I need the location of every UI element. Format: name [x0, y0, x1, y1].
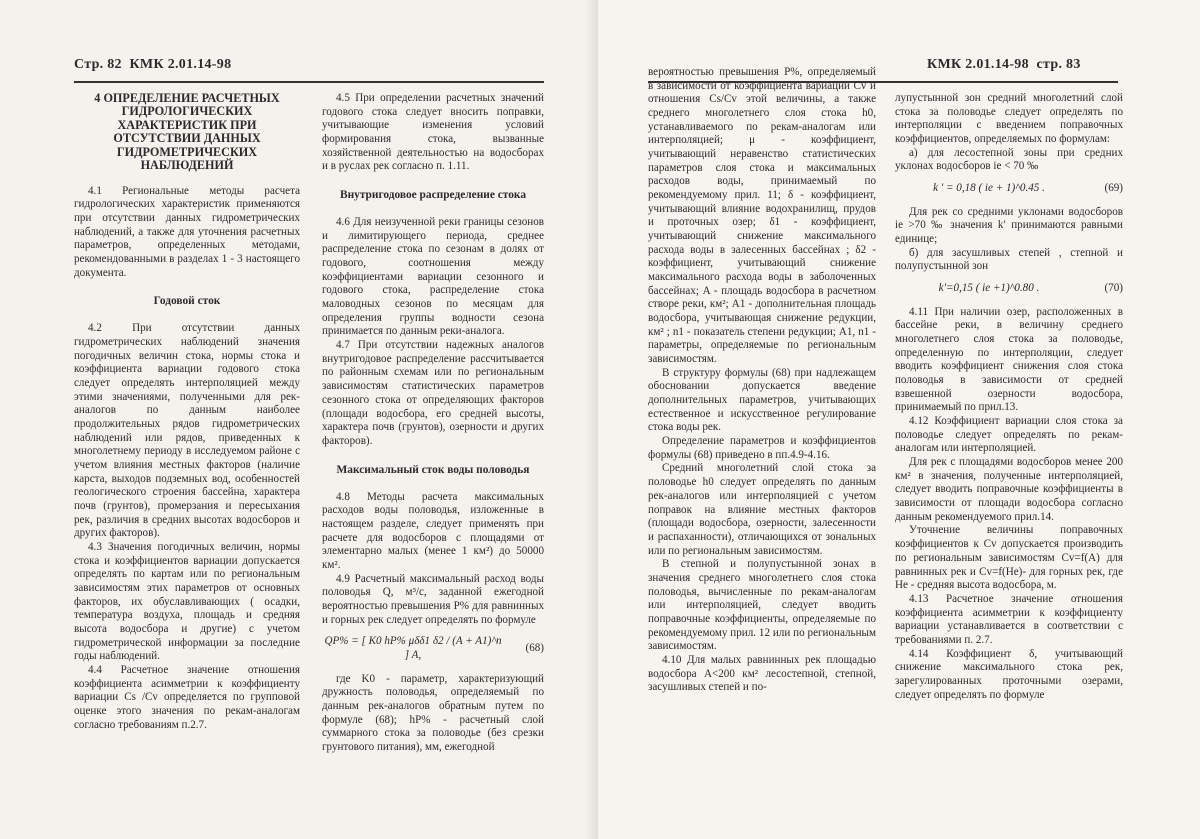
paragraph-parameters: Определение параметров и коэффициентов формулы (68) приведено в пп.4.9-4.16. — [648, 435, 876, 461]
paragraph-continuation-2: лупустынной зон средний многолетний слой стока за половодье следует определять по интерполяции с введением поправочных коэффициентов, определяемых по формулам: — [895, 92, 1123, 146]
paragraph-4-2: 4.2 При отсутствии данных гидрометрических наблюдений значения погодичных величин стока, нормы стока и коэффициента вариации годового стока следует определять интерполяцией между этими значениями, полученными для рек-аналогов по данным наиболее продолжительных рядов гидрометрических наблюдений или рядов, приведенных к многолетнему периоду в исследуемом районе с учетом влияния местных факторов (наличие карста, выходов подземных вод, особенностей геологического строения бассейна, характера почв (грунтов), промерзания и пересыхания рек, различия в средних высотах водосборов и других факторов). — [74, 322, 300, 540]
formula-68-number: (68) — [525, 642, 544, 655]
left-page-header — [74, 57, 231, 73]
paragraph-continuation: вероятностью превышения P%, определяемый в зависимости от коэффициента вариации Cv и отношения Cs/Cv этой величины, а также среднего многолетнего слоя стока h0, устанавливаемого по рекам-аналогам или интерполяцией; μ - коэффициент, учитывающий неравенство статистических параметров слоя стока и максимальных расходов воды, принимаемый по рекомендуемому прил. 11; δ - коэффициент, учитывающий влияние водохранилищ, прудов и проточных озер; δ1 - коэффициент, учитывающий снижение максимального расхода воды в залесенных бассейнах ; δ2 - коэффициент, учитывающий снижение максимального расхода воды в заболоченных бассейнах; A - площадь водосбора в расчетном створе реки, км²; A1 - дополнительная площадь водосбора, учитывающая снижение редукции, км² ; n1 - показатель степени редукции; A1, n1 - параметры, определяемые по региональным зависимостям. — [648, 66, 876, 366]
right-document-code: КМК 2.01.14-98 — [927, 57, 1029, 72]
paragraph-4-4: 4.4 Расчетное значение отношения коэффициента асимметрии к коэффициенту вариации Cs /Cv определяется по групповой оценке этого значения по рекам-аналогам согласно требованиям п.2.7. — [74, 664, 300, 731]
right-column-1 — [648, 66, 876, 695]
paragraph-steppe-zones: В степной и полупустынной зонах в значения среднего многолетнего слоя стока половодья, вычисленные по рекам-аналогам или интерполяцией, следует вводить поправочные коэффициенты, определяемые по рекомендуемому прил. 12 или по региональным зависимостям. — [648, 558, 876, 653]
formula-69-number: (69) — [1104, 182, 1123, 195]
left-document-code: КМК 2.01.14-98 — [129, 57, 232, 72]
left-header-rule — [74, 81, 544, 83]
paragraph-structure: В структуру формулы (68) при надлежащем обосновании допускается введение дополнительных параметров, учитывающих естественное и искусственное регулирование стока воды рек. — [648, 366, 876, 434]
paragraph-4-13: 4.13 Расчетное значение отношения коэффициента асимметрии к коэффициенту вариации устанавливается в соответствии с требованиями п. 2.7. — [895, 592, 1123, 646]
paragraph-b: б) для засушливых степей , степной и полупустынной зон — [895, 246, 1123, 273]
paragraph-4-6: 4.6 Для неизученной реки границы сезонов и лимитирующего периода, среднее распределение стока по сезонам в долях от годового, соотношения между коэффициентами вариации сезонного и годового стока, распределение стока маловодных сезонов по месяцам для определения группы водности сезона принимается по данным реки-аналога. — [322, 216, 544, 338]
formula-69-expression: k ′ = 0,18 ( ie + 1)^0.45 . — [933, 182, 1045, 195]
subheading-annual-runoff: Годовой сток — [153, 295, 221, 308]
paragraph-4-11: 4.11 При наличии озер, расположенных в бассейне реки, в величину среднего многолетнего слоя стока за половодье, определенную по интерполяции, следует вводить коэффициент снижения слоя стока половодья в зависимости от средней взвешенной озерности водосбора, принимаемый по прил.13. — [895, 305, 1123, 414]
paragraph-4-3: 4.3 Значения погодичных величин, нормы стока и коэффициентов вариации допускается определять по картам или по региональным зависимостям этих параметров от основных факторов, их обуславливающих ( осадки, температура воздуха, площадь и средняя высота водосбора и другие) с учетом гидрометрической информации за последние годы наблюдений. — [74, 541, 300, 663]
right-column-2 — [895, 92, 1123, 702]
formula-70-expression: k′=0,15 ( ie +1)^0.80 . — [938, 282, 1040, 295]
formula-70-number: (70) — [1104, 282, 1123, 295]
paragraph-4-8: 4.8 Методы расчета максимальных расходов воды половодья, изложенные в настоящем разделе, следует применять при расчете для водосборов с площадями от элементарно малых (менее 1 км²) до 50000 км². — [322, 490, 544, 571]
left-column-1 — [74, 92, 300, 732]
formula-69 — [895, 182, 1123, 196]
subheading-max-flood: Максимальный сток воды половодья — [336, 463, 530, 476]
right-page-header — [927, 57, 1081, 73]
paragraph-mean-layer: Средний многолетний слой стока за половодье h0 следует определять по данным рек-аналогов или интерполяцией с учетом поправок на влияние местных факторов (площади водосбора, озерности, залесенности и распаханности), отличающихся от зональных или по региональным зависимостям. — [648, 462, 876, 557]
paragraph-4-9: 4.9 Расчетный максимальный расход воды половодья Q, м³/с, заданной ежегодной вероятностью превышения P% для равнинных и горных рек следует определять по формуле — [322, 572, 544, 626]
formula-68 — [322, 635, 544, 662]
paragraph-refinement: Уточнение величины поправочных коэффициентов к Cv допускается производить по региональным зависимостям Cv=f(A) для равнинных рек и Cv=f(He)- для горных рек, где He - средняя высота водосбора, м. — [895, 524, 1123, 592]
subheading-intra-annual: Внутригодовое распределение стока — [339, 189, 527, 202]
paragraph-small-rivers: Для рек с площадями водосборов менее 200 км² в значения, полученные интерполяцией, следует вводить поправочные коэффициенты в зависимости от площади водосбора согласно данным рекомендуемого прил.14. — [895, 456, 1123, 523]
paragraph-4-10: 4.10 Для малых равнинных рек площадью водосбора A<200 км² лесостепной, степной, засушливых степей и по- — [648, 653, 876, 694]
formula-70 — [895, 282, 1123, 296]
paragraph-4-7: 4.7 При отсутствии надежных аналогов внутригодовое распределение рассчитывается по районным схемам или по региональным зависимостям статистических параметров сезонного стока от определяющих факторов (площади водосбора, его средней высоты, характера почв (грунтов), озерности и других факторов). — [322, 339, 544, 447]
paragraph-rivers-slopes: Для рек со средними уклонами водосборов ie >70 ‰ значения k′ принимаются равными единице; — [895, 205, 1123, 246]
left-page — [0, 0, 598, 839]
paragraph-4-1: 4.1 Региональные методы расчета гидрологических характеристик применяются при отсутствии данных гидрометрических наблюдений, а также для уточнения расчетных параметров, определенных методами, рекомендованными в разделах 1 - 3 настоящего документа. — [74, 184, 300, 279]
section-title: 4 ОПРЕДЕЛЕНИЕ РАСЧЕТНЫХ ГИДРОЛОГИЧЕСКИХ ХАРАКТЕРИСТИК ПРИ ОТСУТСТВИИ ДАННЫХ ГИДРОМЕТРИЧЕСКИХ НАБЛЮДЕНИЙ — [94, 91, 280, 173]
paragraph-4-14: 4.14 Коэффициент δ, учитывающий снижение максимального стока рек, зарегулированных проточными озерами, следует определять по формуле — [895, 647, 1123, 701]
paragraph-4-5: 4.5 При определении расчетных значений годового стока следует вносить поправки, учитывающие изменения условий формирования стока, вызванные хозяйственной деятельностью на водосборах и в руслах рек согласно п. 1.11. — [322, 92, 544, 173]
paragraph-a: а) для лесостепной зоны при средних уклонах водосборов ie < 70 ‰ — [895, 146, 1123, 173]
formula-68-expression: QP% = [ K0 hP% μδδ1 δ2 / (A + A1)^n ] A, — [324, 635, 502, 661]
paragraph-4-12: 4.12 Коэффициент вариации слоя стока за половодье следует определять по рекам-аналогам или интерполяцией. — [895, 415, 1123, 455]
left-page-number: Стр. 82 — [74, 57, 122, 72]
right-page-number: стр. 83 — [1036, 57, 1081, 72]
paragraph-where: где K0 - параметр, характеризующий дружность половодья, определяемый по данным рек-аналогов обратным путем по формуле (68); hP% - расчетный слой суммарного стока за половодье (без срезки грунтового питания), мм, ежегодной — [322, 672, 544, 753]
left-column-2 — [322, 92, 544, 755]
right-page — [598, 0, 1200, 839]
